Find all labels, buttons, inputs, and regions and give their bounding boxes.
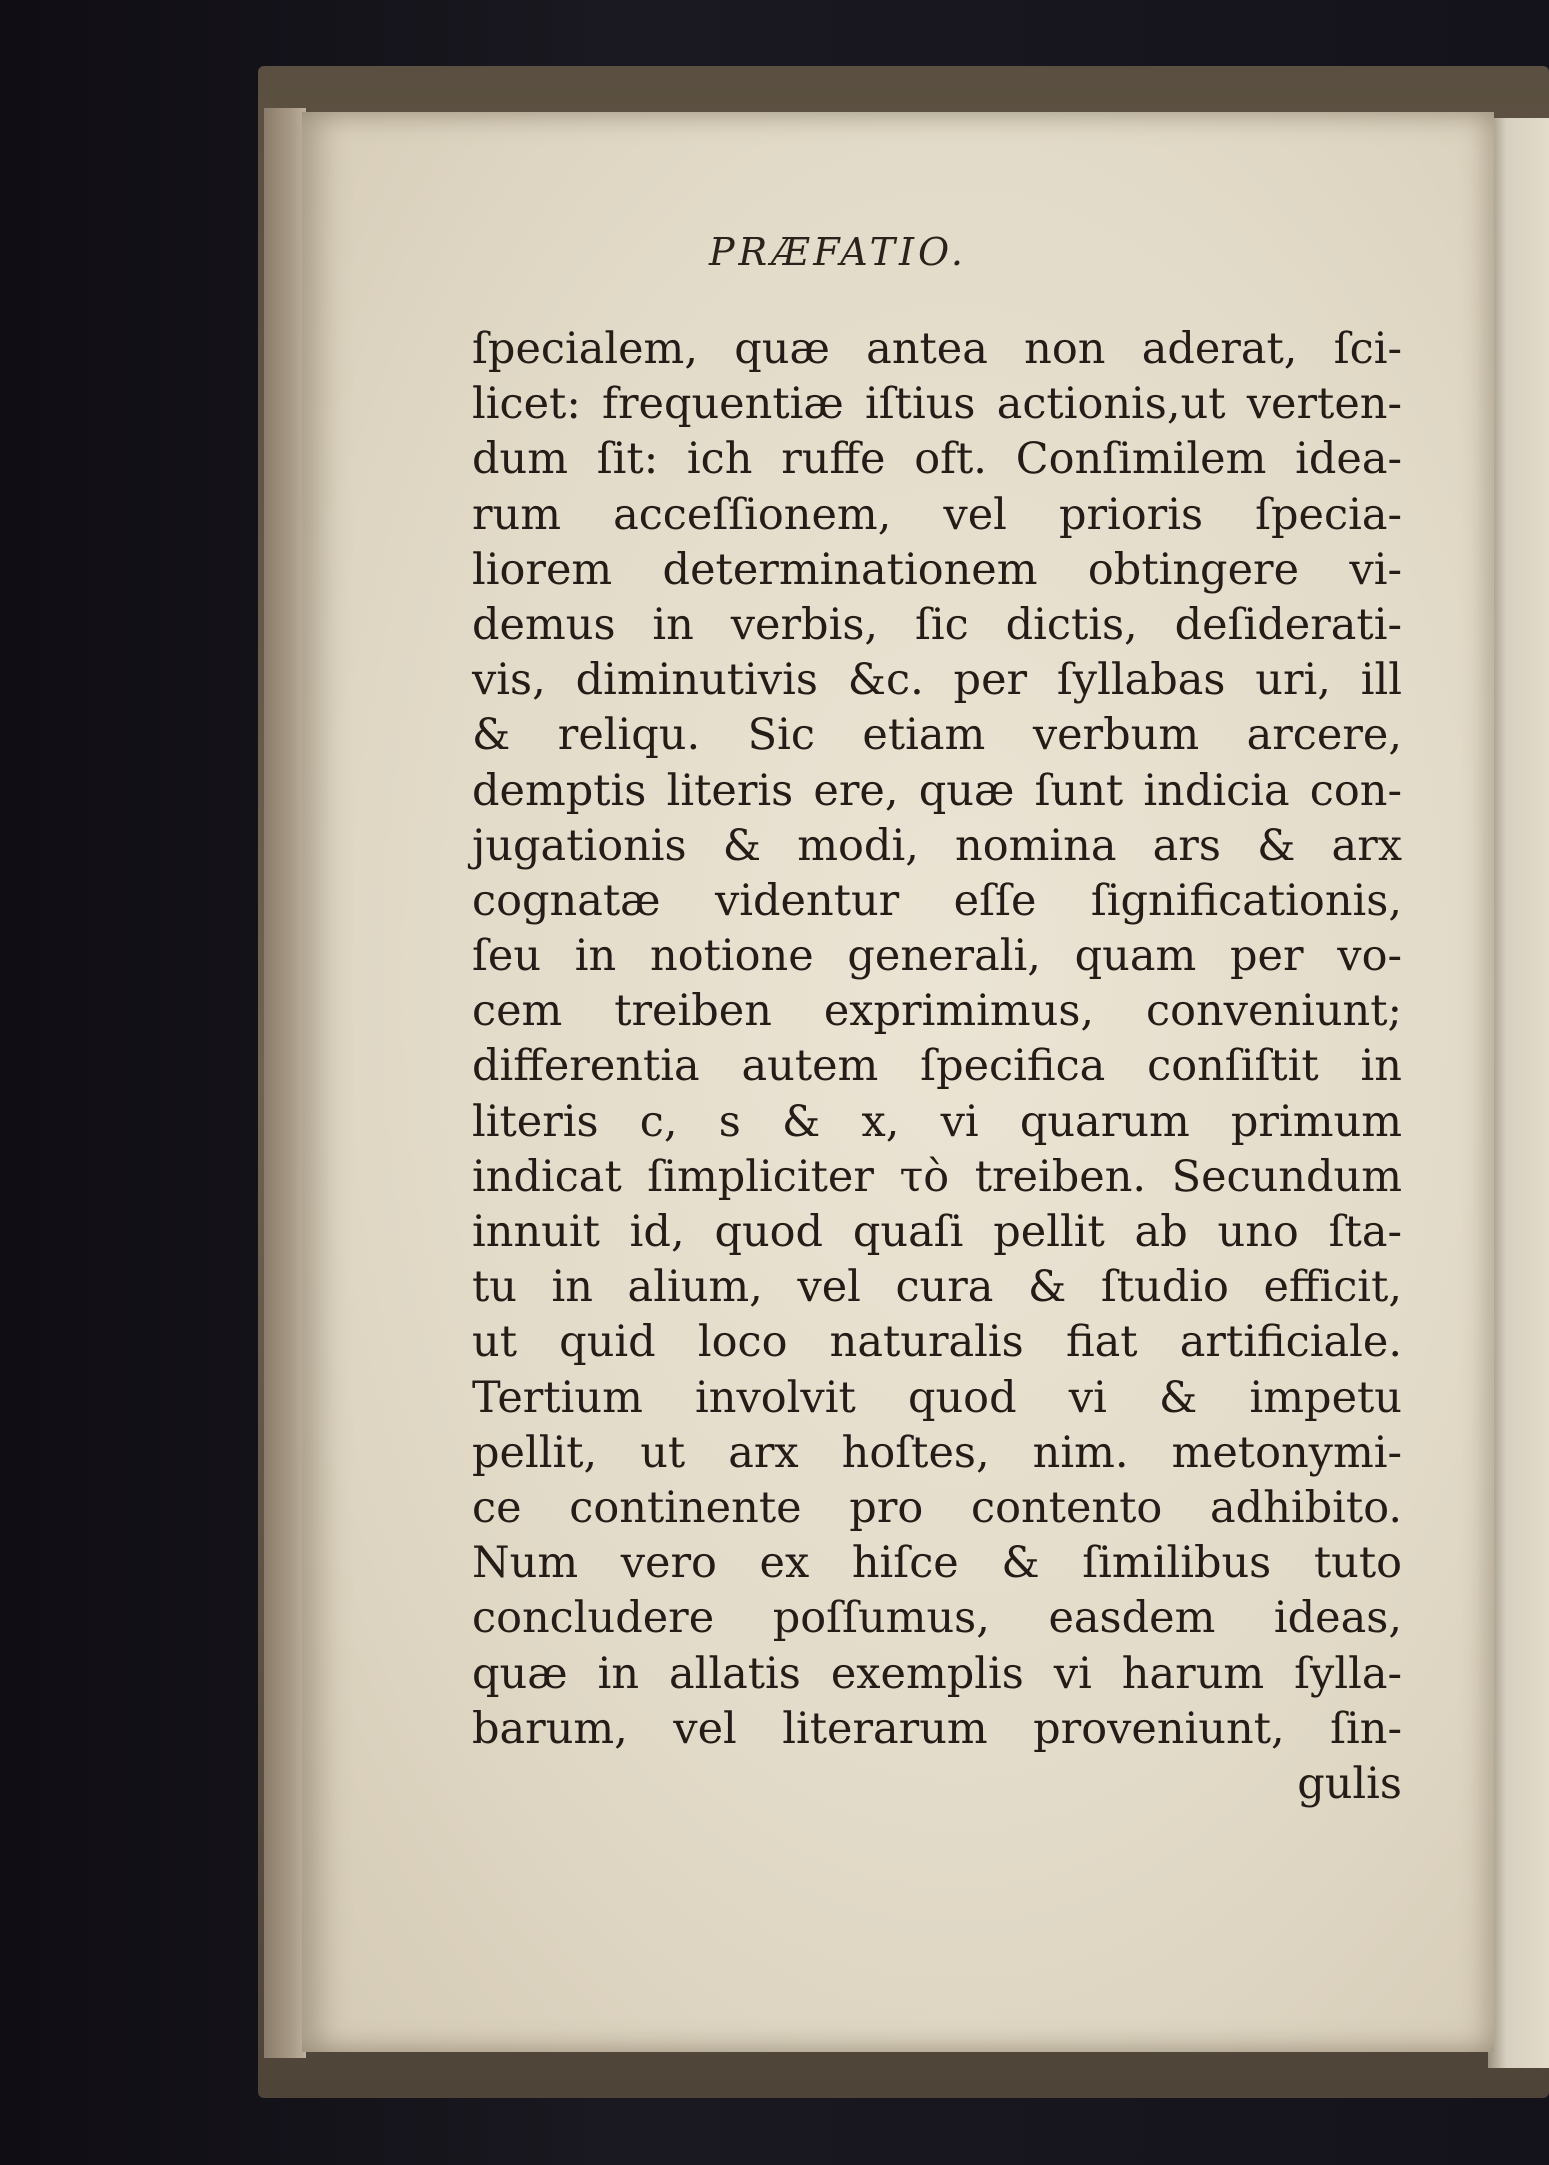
text-line: ce continente pro contento adhibito. bbox=[472, 1482, 1402, 1533]
next-page-edge bbox=[1488, 118, 1549, 2068]
text-line: ſpecialem, quæ antea non aderat, ſci- bbox=[472, 324, 1402, 374]
text-line: tu in alium, vel cura & ſtudio efficit, bbox=[472, 1262, 1402, 1313]
text-line: Num vero ex hiſce & ſimilibus tuto bbox=[472, 1538, 1402, 1589]
text-line: cem treiben exprimimus, conveniunt; bbox=[472, 986, 1402, 1037]
text-line: pellit, ut arx hoſtes, nim. metonymi- bbox=[472, 1427, 1402, 1478]
text-line: Tertium involvit quod vi & impetu bbox=[472, 1372, 1402, 1423]
text-line: liorem determinationem obtingere vi- bbox=[472, 544, 1402, 595]
text-line: concludere poſſumus, easdem ideas, bbox=[472, 1593, 1402, 1644]
text-line: rum acceſſionem, vel prioris ſpecia- bbox=[472, 489, 1402, 540]
text-line: jugationis & modi, nomina ars & arx bbox=[472, 820, 1402, 871]
text-line: demus in verbis, ſic dictis, deſiderati- bbox=[472, 599, 1402, 650]
text-line: quæ in allatis exemplis vi harum ſylla- bbox=[472, 1648, 1402, 1699]
text-line: licet: frequentiæ iſtius actionis,ut verten- bbox=[472, 379, 1402, 430]
text-line: vis, diminutivis &c. per ſyllabas uri, ill bbox=[472, 655, 1402, 706]
text-line: indicat ſimpliciter τὸ treiben. Secundum bbox=[472, 1151, 1402, 1202]
text-line: & reliqu. Sic etiam verbum arcere, bbox=[472, 710, 1402, 761]
text-line: demptis literis ere, quæ ſunt indicia con- bbox=[472, 765, 1402, 816]
text-line: differentia autem ſpecifica conſiſtit in bbox=[472, 1041, 1402, 1092]
text-line: ut quid loco naturalis fiat artificiale. bbox=[472, 1317, 1402, 1368]
running-header: PRÆFATIO. bbox=[708, 230, 967, 274]
text-line: literis c, s & x, vi quarum primum bbox=[472, 1096, 1402, 1147]
body-text bbox=[472, 322, 1402, 1812]
text-line: dum ſit: ich ruffe oft. Conſimilem idea- bbox=[472, 434, 1402, 485]
text-line: cognatæ videntur eſſe ſignificationis, bbox=[472, 875, 1402, 926]
text-line: ſeu in notione generali, quam per vo- bbox=[472, 931, 1402, 982]
text-line: barum, vel literarum proveniunt, ſin- bbox=[472, 1703, 1402, 1754]
catchword: gulis bbox=[1297, 1758, 1402, 1809]
book-gutter bbox=[264, 108, 306, 2058]
book-page bbox=[302, 112, 1494, 2052]
text-line: innuit id, quod quaſi pellit ab uno ſta- bbox=[472, 1207, 1402, 1257]
